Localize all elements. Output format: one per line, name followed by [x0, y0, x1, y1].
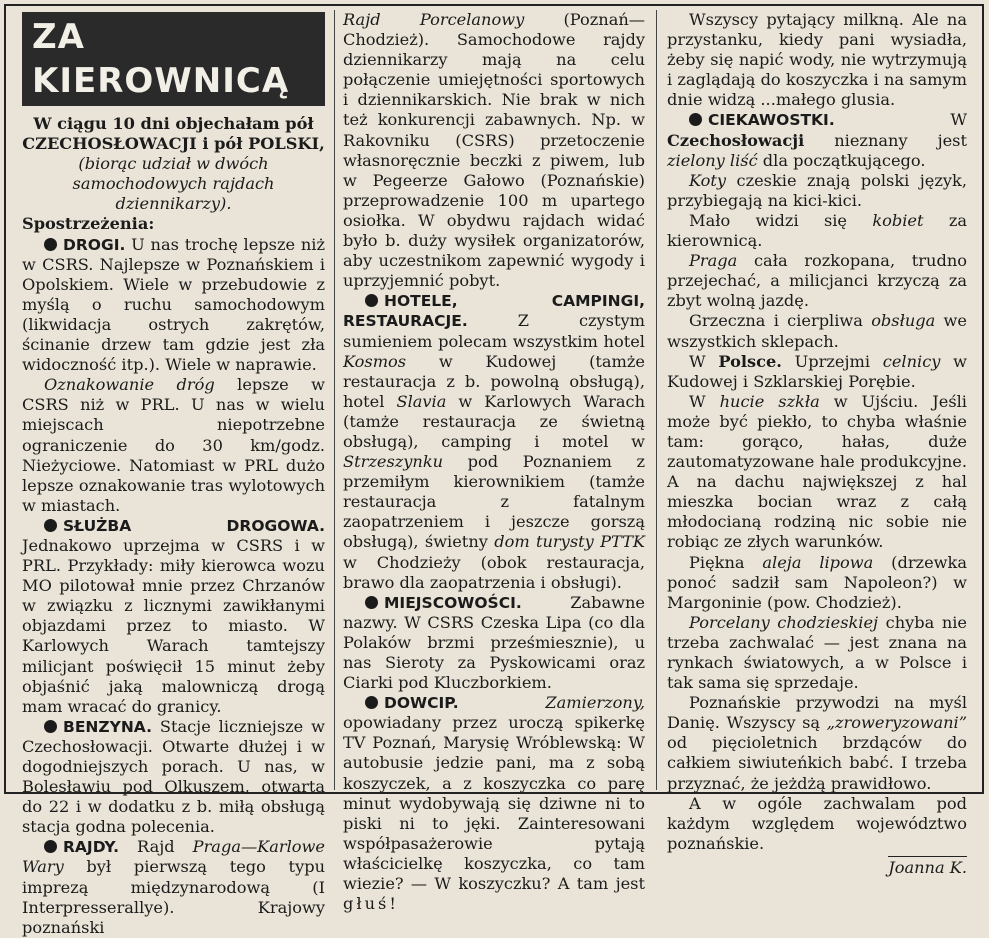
column-2: [343, 10, 645, 914]
section-dowcip: [343, 693, 645, 914]
paragraph-text: (Poznań—Chodzież). Samochodowe rajdy dziennikarzy mają na celu połączenie umiejętności sportowych i dziennikarskich. Nie brak w nich też konkurencji zabawnych. Np. w Rakovniku (CSRS) przetoczenie własnoręcznie beczki z piwem, lub w Pegeerze Gałowo (Poznańskie) przeprowadzenie 100 m upartego osiołka. W obydwu rajdach widać było b. duży wysiłek organizatorów, aby uczestnikom zapewnić wygody i uprzyjemnić pobyt.: [343, 10, 645, 291]
section-text: w Karlowych Warach (tamże restauracja ze świetną obsługą), camping i motel w: [343, 391, 645, 451]
section-heading: DROGI.: [63, 235, 126, 254]
italic-text: aleja lipowa: [762, 552, 874, 572]
bold-text: Czechosłowacji: [667, 130, 805, 150]
filled-circle-icon: [44, 720, 57, 733]
section-text: pod Poznaniem z przemiłym kierownikiem (tamże restauracja z fatalnym zaopatrzeniem i jeszcze gorszą obsługą), świetny: [343, 452, 645, 552]
paragraph: [667, 352, 967, 392]
paragraph-text: (drzewka ponoć sadził sam Napoleon?) w Margoninie (pow. Chodzież).: [667, 552, 967, 612]
filled-circle-icon: [365, 696, 378, 709]
lead-text: W ciągu 10 dni objechałam pół CZECHOSŁOWACJI i pół POLSKI,: [22, 114, 325, 154]
italic-text: Slavia: [396, 391, 447, 411]
column-rule: [656, 10, 657, 790]
column-3: [667, 10, 968, 877]
paragraph: [667, 211, 967, 251]
section-text: Stacje liczniejsze w Czechosłowacji. Otwarte dłużej i w dogodniejszych porach. U nas, w Bolesławiu pod Olkuszem, otwarta do 22 i w dodatku z b. miłą obsługą stacja godna polecenia.: [22, 716, 325, 837]
paragraph-text: chyba nie trzeba zachwalać — jest znana na rynkach światowych, a w Polsce i tak sama się sprzedaje.: [667, 612, 968, 693]
paragraph-text: W: [689, 391, 720, 411]
italic-text: Koty: [689, 170, 727, 190]
italic-text: hucie szkła: [719, 391, 820, 411]
author-signature: [667, 858, 967, 878]
paragraph: [22, 375, 325, 516]
paragraph: [667, 171, 967, 211]
section-miejscowosci: [343, 593, 645, 693]
section-sluzba-drogowa: [22, 516, 325, 717]
section-heading: RAJDY.: [63, 838, 119, 857]
paragraph: Wszyscy pytający milkną. Ale na przystanku, kiedy pani wysiadła, żeby się napić wody, nie wytrzymują i zaglądają do koszyczka i na samym dnie widzą ...małego glusia.: [667, 10, 967, 110]
paragraph-text: w Ujściu. Jeśli może być piekło, to chyba właśnie tam: gorąco, hałas, duże zautomatyzowane hale produkcyjne. A na dachu największej z hal mieszka bocian wraz z całą młodocianą rodziną nic sobie nie robiąc ze złych warunków.: [667, 391, 967, 552]
paragraph-continued: [343, 10, 645, 291]
section-ciekawostki: [667, 110, 967, 170]
paragraph: [667, 251, 967, 311]
section-text: Jednakowo uprzejma w CSRS i w PRL. Przykłady: miły kierowca wozu MO pilotował mnie przez Chrzanów w związku z licznymi zawikłanymi objazdami przez to miasto. W Karlowych Warach tamtejszy milicjant poświęcił 15 minut żeby objaśnić jaką malowniczą drogą mam wracać do granicy.: [22, 535, 325, 716]
italic-text: obsługa: [871, 311, 936, 331]
italic-text: kobiet: [872, 210, 924, 230]
filled-circle-icon: [44, 238, 57, 251]
section-heading: CIEKAWOSTKI.: [708, 111, 835, 130]
paragraph-text: Poznańskie przywodzi na myśl Danię. Wszyscy są: [667, 693, 967, 733]
italic-text: Oznakowanie dróg: [44, 375, 215, 395]
section-text: był pierwszą tego typu imprezą międzynarodową (I Interpresserallye). Krajowy poznański: [22, 857, 325, 937]
section-text: Rajd: [118, 837, 193, 857]
paragraph-text: za kierownicą.: [667, 210, 968, 251]
paragraph-text: lepsze w CSRS niż w PRL. U nas w wielu miejscach niepotrzebne ograniczenie do 30 km/godz. Nieżyciowe. Natomiast w PRL dużo lepsze oznakowanie tras wylotowych w miastach.: [22, 375, 325, 515]
section-text: U nas trochę lepsze niż w CSRS. Najlepsze w Poznańskiem i Opolskiem. Wiele w przebudowie z myślą o ruchu samochodowym (likwidacja ostrych zakrętów, ścinanie drzew tam gdzie jest zła widoczność itp.). Wiele w naprawie.: [22, 234, 325, 375]
section-text: opowiadany przez uroczą spikerkę TV Poznań, Marysię Wróblewską: W autobusie jedzie pani, ma z sobą koszyczek, a z koszyczka co parę minut wydobywają się dziwne ni to piski ni to jęki. Zainteresowani współpasażerowie pytają właścicielkę koszyczka, co tam wiezie? — W koszyczku? A tam jest: [343, 713, 645, 894]
column-1: [22, 10, 325, 937]
column-rule: [334, 10, 335, 790]
italic-text: „zroweryzowani”: [826, 713, 967, 733]
paragraph-text: czeskie znają polski język, przybiegają na kici-kici.: [667, 170, 967, 210]
paragraph: [667, 553, 967, 613]
italic-text: Zamierzony,: [458, 693, 645, 713]
italic-text: dom turysty PTTK: [494, 532, 645, 552]
italic-text: Strzeszynku: [343, 452, 444, 472]
filled-circle-icon: [689, 113, 702, 126]
paragraph: [667, 311, 967, 351]
italic-text: Porcelany chodzieskiej: [689, 612, 879, 632]
section-rajdy: [22, 837, 325, 937]
paragraph-text: cała rozkopana, trudno przejechać, a milicjanci krzyczą za zbyt wolną jazdę.: [667, 251, 967, 311]
section-text: nieznany jest: [804, 130, 967, 150]
italic-text: Praga: [689, 251, 738, 271]
paragraph-text: Uprzejmi: [781, 351, 883, 371]
paragraph: [667, 693, 967, 793]
paragraph-text: Piękna: [689, 552, 763, 572]
italic-text: Kosmos: [343, 351, 407, 371]
spaced-text: głuś!: [343, 894, 399, 914]
italic-text: Rajd Porcelanowy: [343, 10, 525, 29]
section-hotele: [343, 291, 645, 592]
paragraph-text: Mało widzi się: [689, 210, 873, 230]
section-text: Z czystym sumieniem polecam wszystkim hotel: [343, 311, 645, 351]
signature-text: Joanna K.: [888, 857, 967, 877]
paragraph-text: od pięcioletnich brzdąców do całkiem siwiuteńkich babć. I trzeba przyznać, że jeżdżą prawidłowo.: [667, 733, 967, 793]
paragraph-text: w Kudowej i Szklarskiej Porębie.: [667, 351, 967, 391]
italic-text: Praga—Karlowe Wary: [22, 837, 325, 877]
paragraph-text: Grzeczna i cierpliwa: [689, 311, 872, 331]
paragraph: A w ogóle zachwalam pod każdym względem województwo poznańskie.: [667, 793, 967, 853]
paragraph: [667, 392, 967, 553]
section-heading: MIEJSCOWOŚCI.: [384, 593, 522, 612]
bold-text: Polsce.: [718, 351, 782, 371]
filled-circle-icon: [365, 294, 378, 307]
filled-circle-icon: [365, 596, 378, 609]
filled-circle-icon: [44, 519, 57, 532]
lead-italic: (biorąc udział w dwóch samochodowych rajdach dziennikarzy).: [72, 154, 275, 214]
paragraph-text: W: [689, 351, 719, 371]
italic-text: celnicy: [882, 351, 941, 371]
section-drogi: [22, 235, 325, 376]
section-benzyna: [22, 717, 325, 838]
section-heading: BENZYNA.: [63, 717, 152, 736]
section-text: w Kudowej (tamże restauracja z b. powolną obsługą), hotel: [343, 351, 645, 411]
article-title: ZA KIEROWNICĄ: [22, 12, 325, 106]
filled-circle-icon: [44, 840, 57, 853]
section-text: Zabawne nazwy. W CSRS Czeska Lipa (co dla Polaków brzmi prześmiesznie), u nas Sieroty za Pyskowicami oraz Ciarki pod Kluczborkiem.: [343, 592, 645, 693]
section-heading: HOTELE, CAMPINGI, RESTAURACJE.: [343, 292, 645, 331]
paragraph-text: we wszystkich sklepach.: [667, 311, 967, 351]
section-heading: DOWCIP.: [384, 694, 459, 713]
section-text: w Chodzieży (obok restauracja, brawo dla zaopatrzenia i obsługi).: [343, 552, 645, 592]
section-text: W: [834, 110, 967, 130]
lead-observations: Spostrzeżenia:: [22, 214, 155, 234]
paragraph: [667, 613, 967, 693]
section-heading: SŁUŻBA DROGOWA.: [63, 516, 325, 535]
section-text: dla początkującego.: [757, 150, 926, 170]
lead-paragraph: [22, 114, 325, 235]
italic-text: zielony liść: [667, 150, 758, 170]
